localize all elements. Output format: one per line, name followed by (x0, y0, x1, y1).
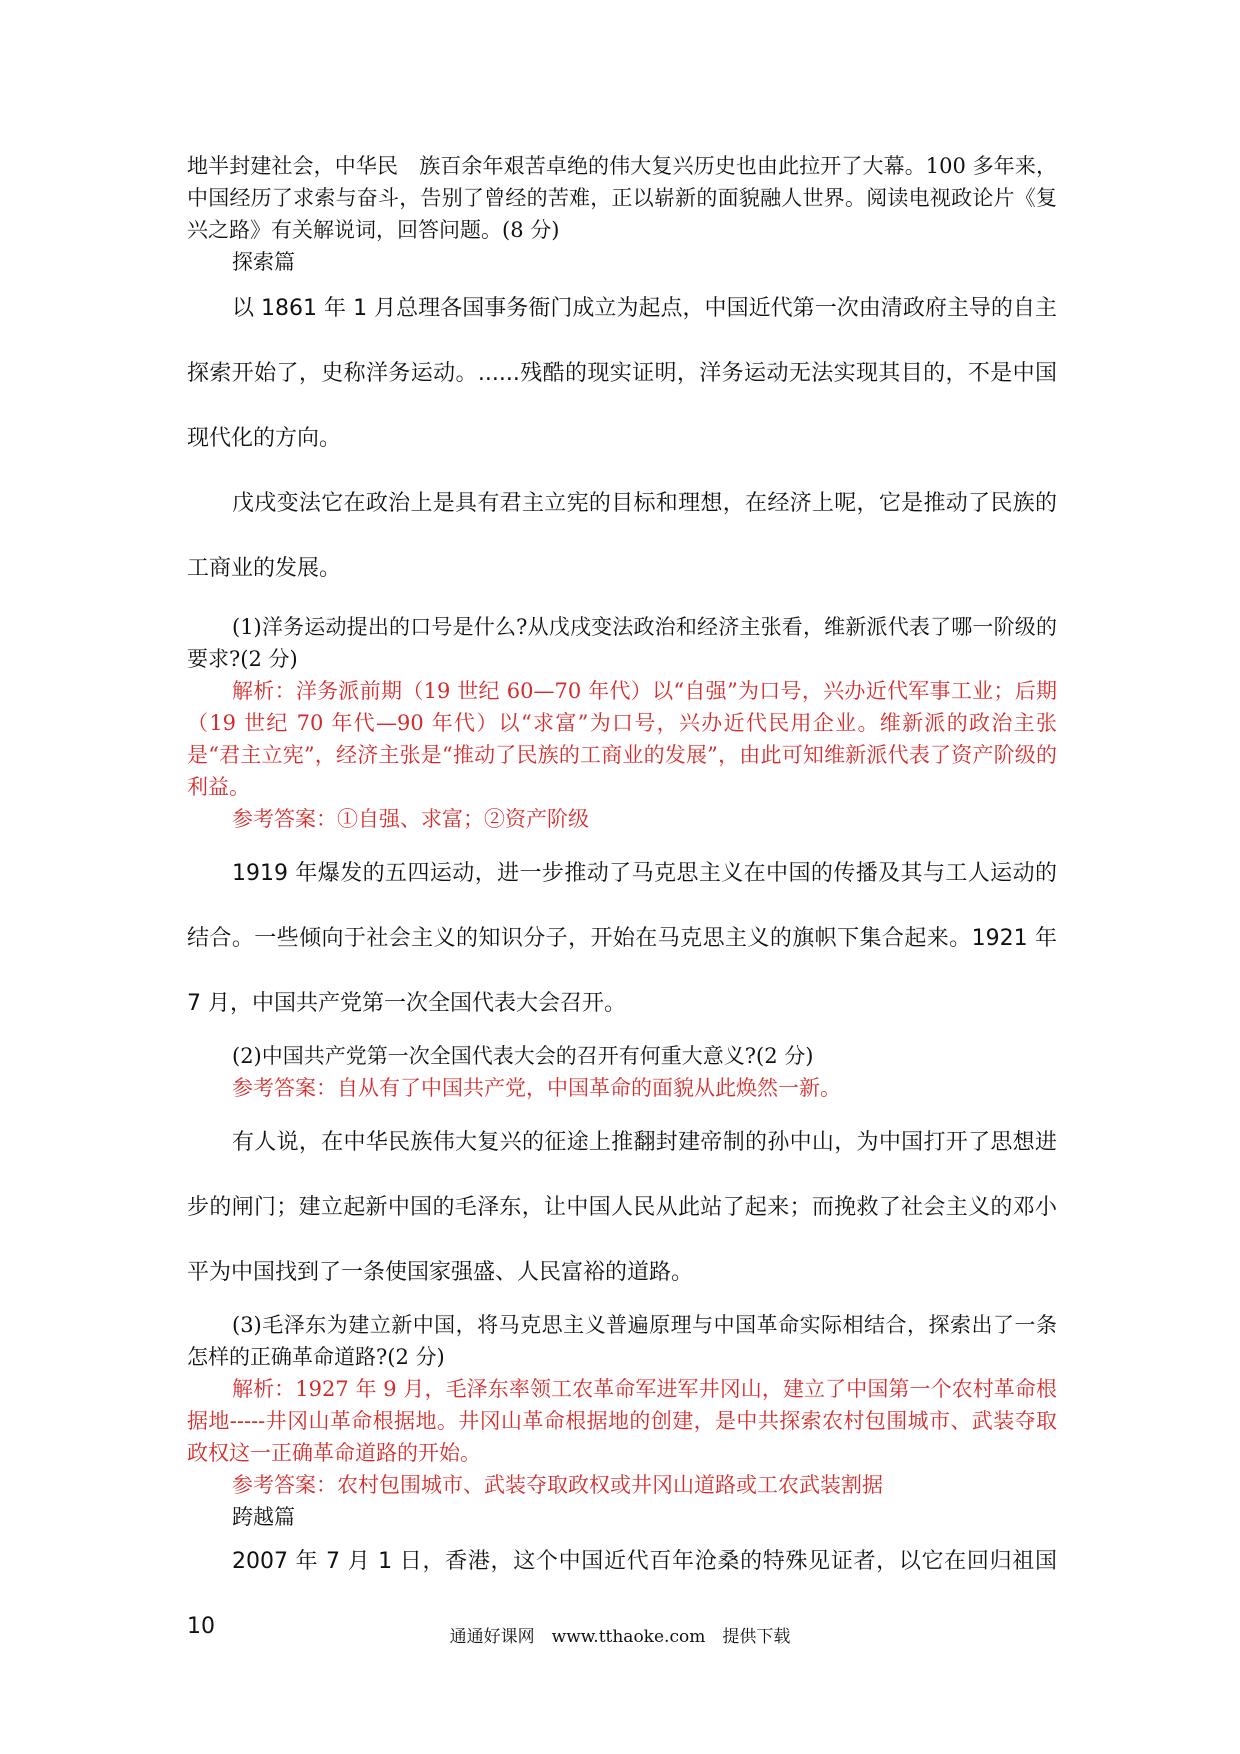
question-1-answer: 参考答案：①自强、求富；②资产阶级 (232, 807, 589, 831)
question-3 (187, 1309, 1057, 1501)
question-2-answer: 参考答案：自从有了中国共产党，中国革命的面貌从此焕然一新。 (232, 1076, 841, 1100)
passage-hong-kong: 2007 年 7 月 1 日，香港，这个中国近代百年沧桑的特殊见证者，以它在回归祖国 10 (187, 1549, 1057, 1639)
question-3-text: (3)毛泽东为建立新中国，将马克思主义普遍原理与中国革命实际相结合，探索出了一条怎样的正确革命道路?(2 分) (187, 1313, 1057, 1369)
question-1-analysis: 解析：洋务派前期（19 世纪 60—70 年代）以“自强”为口号，兴办近代军事工业；后期（19 世纪 70 年代—90 年代）以“求富”为口号，兴办近代民用企业。维新派的政治主张是“君主立宪”，经济主张是“推动了民族的工商业的发展”，由此可知维新派代表了资产阶级的利益。 (187, 679, 1057, 799)
question-3-analysis: 解析：1927 年 9 月，毛泽东率领工农革命军进军井冈山，建立了中国第一个农村革命根据地-----井冈山革命根据地。井冈山革命根据地的创建，是中共探索农村包围城市、武装夺取政权这一正确革命道路的开始。 (187, 1377, 1057, 1465)
question-2-text: (2)中国共产党第一次全国代表大会的召开有何重大意义?(2 分) (232, 1044, 814, 1068)
question-1-text: (1)洋务运动提出的口号是什么?从戊戌变法政治和经济主张看，维新派代表了哪一阶级的要求?(2 分) (187, 615, 1057, 671)
question-3-answer: 参考答案：农村包围城市、武装夺取政权或井冈山道路或工农武装割据 (232, 1473, 883, 1497)
section-heading-explore: 探索篇 (232, 250, 295, 274)
question-2 (187, 1040, 1057, 1104)
section-heading-leap: 跨越篇 (232, 1505, 295, 1529)
passage-reform-1898: 戊戌变法它在政治上是具有君主立宪的目标和理想，在经济上呢，它是推动了民族的工商业的发展。 (187, 491, 1057, 581)
passage-may-fourth: 1919 年爆发的五四运动，进一步推动了马克思主义在中国的传播及其与工人运动的结合。一些倾向于社会主义的知识分子，开始在马克思主义的旗帜下集合起来。1921 年 7 月，中国共产党第一次全国代表大会召开。 (187, 861, 1057, 1016)
page-content (187, 150, 1057, 1659)
page-footer: 通通好课网 www.tthaoke.com 提供下载 (449, 1627, 791, 1647)
intro-paragraph: 地半封建社会，中华民 族百余年艰苦卓绝的伟大复兴历史也由此拉开了大幕。100 多年来，中国经历了求索与奋斗，告别了曾经的苦难，正以崭新的面貌融人世界。阅读电视政论片《复兴之路》有关解说词，回答问题。(8 分) (187, 154, 1057, 242)
question-1 (187, 611, 1057, 835)
passage-westernization: 以 1861 年 1 月总理各国事务衙门成立为起点，中国近代第一次由清政府主导的自主探索开始了，史称洋务运动。......残酷的现实证明，洋务运动无法实现其目的，不是中国现代化的方向。 (187, 296, 1057, 451)
passage-leaders: 有人说，在中华民族伟大复兴的征途上推翻封建帝制的孙中山，为中国打开了思想进步的闸门；建立起新中国的毛泽东，让中国人民从此站了起来；而挽救了社会主义的邓小平为中国找到了一条使国家强盛、人民富裕的道路。 (187, 1130, 1057, 1285)
